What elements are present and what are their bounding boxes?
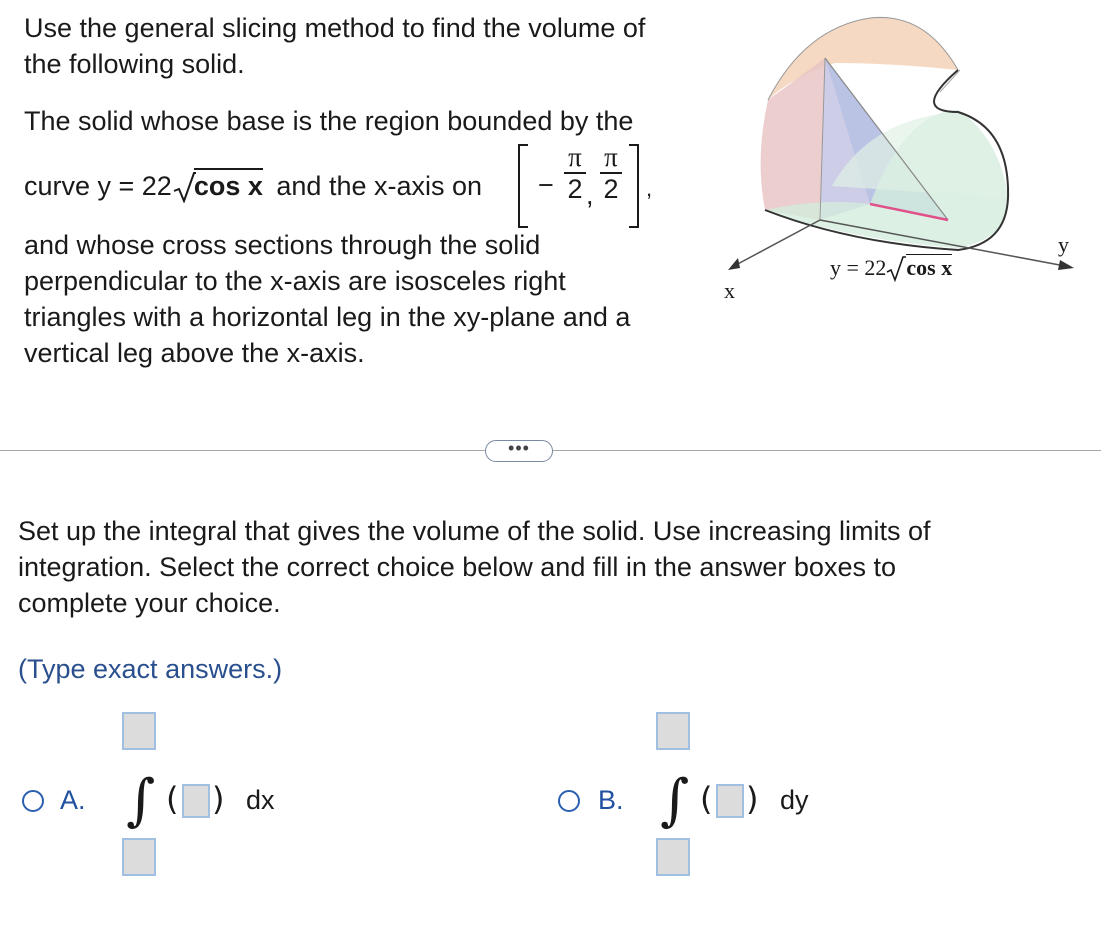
choice-a-integral-sign: ∫ xyxy=(126,768,156,833)
choice-a-upper-limit-input[interactable] xyxy=(122,712,156,750)
question-line-3: complete your choice. xyxy=(18,588,281,618)
choice-b-integral-sign: ∫ xyxy=(660,768,690,833)
question-line-1: Set up the integral that gives the volume of the solid. Use increasing limits of xyxy=(18,516,931,546)
choice-b-differential: dy xyxy=(780,785,809,815)
denominator-1: 2 xyxy=(567,174,583,204)
problem-line-6: perpendicular to the x-axis are isosceles right xyxy=(24,266,566,296)
denominator-2: 2 xyxy=(603,174,619,204)
choice-b-radio[interactable] xyxy=(558,790,580,812)
type-exact-hint: (Type exact answers.) xyxy=(18,654,283,684)
interval-comma: , xyxy=(586,180,594,210)
problem-line-5: and whose cross sections through the solid xyxy=(24,230,541,260)
choice-b-letter[interactable]: B. xyxy=(598,785,624,815)
x-axis-arrow-icon xyxy=(728,258,740,270)
choice-a-integrand-input[interactable] xyxy=(182,784,210,818)
choice-a-close-paren: ) xyxy=(212,780,225,818)
problem-line-2: the following solid. xyxy=(24,49,245,79)
problem-line-1: Use the general slicing method to find the volume of xyxy=(24,13,646,43)
curve-radicand xyxy=(194,168,263,201)
curve-equation xyxy=(24,168,482,204)
problem-line-7: triangles with a horizontal leg in the xy-plane and a xyxy=(24,302,631,332)
choice-b-integrand-input[interactable] xyxy=(716,784,744,818)
numerator-1: π xyxy=(568,142,582,172)
curve-suffix: and the x-axis on xyxy=(276,171,483,201)
radical-sign-icon xyxy=(172,171,196,203)
curve-prefix: curve y = 22 xyxy=(24,171,172,201)
solid-side-face xyxy=(761,58,825,220)
interval-minus: − xyxy=(538,170,554,200)
numerator-2: π xyxy=(604,142,618,172)
right-bracket-icon xyxy=(626,143,642,229)
problem-line-8: vertical leg above the x-axis. xyxy=(24,338,365,368)
choice-a-open-paren: ( xyxy=(166,780,179,818)
question-line-2: integration. Select the correct choice below and fill in the answer boxes to xyxy=(18,552,896,582)
choice-a-radio[interactable] xyxy=(22,790,44,812)
interval-trailing-comma: , xyxy=(646,176,653,201)
choice-a-letter[interactable]: A. xyxy=(60,785,86,815)
left-bracket-icon xyxy=(516,143,532,229)
more-button[interactable]: ••• xyxy=(485,440,553,462)
choice-b-open-paren: ( xyxy=(700,780,713,818)
radicand-text: cos x xyxy=(193,171,263,201)
curve-label-prefix: y = 22 xyxy=(830,255,887,280)
curve-label-radicand: cos x xyxy=(906,255,953,280)
x-axis-label: x xyxy=(724,278,735,303)
fraction-1 xyxy=(564,144,586,202)
choice-b-lower-limit-input[interactable] xyxy=(656,838,690,876)
choice-a-lower-limit-input[interactable] xyxy=(122,838,156,876)
axis-tick xyxy=(940,70,960,92)
choice-b-close-paren: ) xyxy=(746,780,759,818)
radical-sign-icon xyxy=(886,256,906,282)
choice-b-upper-limit-input[interactable] xyxy=(656,712,690,750)
y-axis-label: y xyxy=(1058,232,1069,257)
problem-line-3: The solid whose base is the region bounded by the xyxy=(24,106,634,136)
y-axis-arrow-icon xyxy=(1058,260,1074,270)
curve-label xyxy=(830,255,952,281)
choice-a-differential: dx xyxy=(246,785,275,815)
fraction-2 xyxy=(600,144,622,202)
x-axis xyxy=(734,220,820,266)
